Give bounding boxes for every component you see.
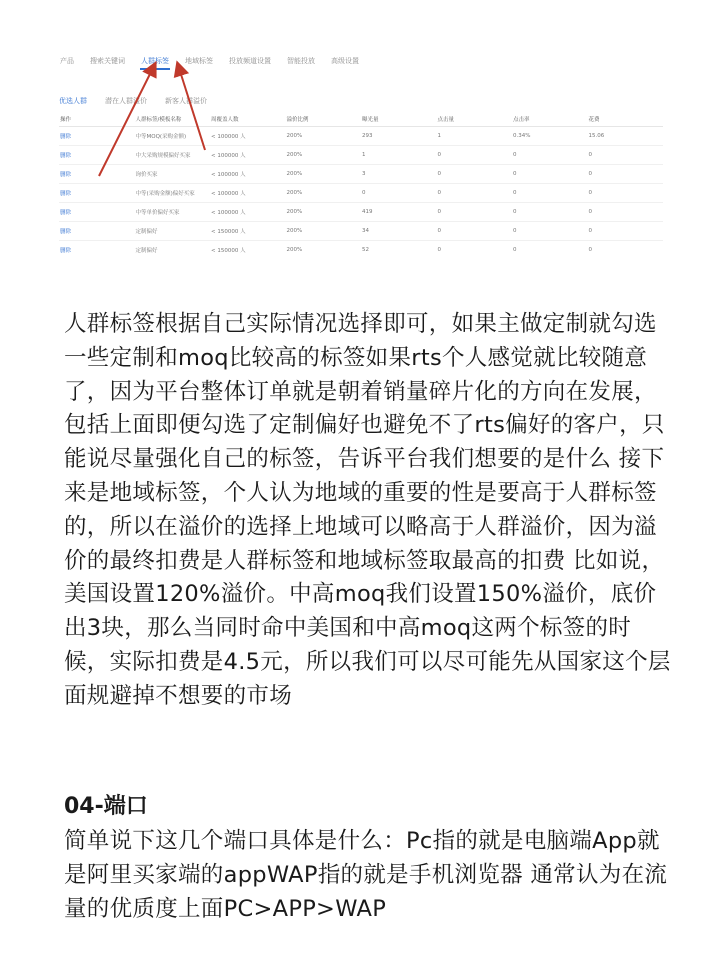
table-cell: 中等MOQ(采购金额) xyxy=(135,127,211,146)
table-cell: 200% xyxy=(286,203,362,222)
tab-2[interactable]: 人群标签 xyxy=(140,56,170,70)
subtab-2[interactable]: 新客人群溢价 xyxy=(165,97,207,105)
table-cell: 0 xyxy=(588,165,664,184)
tab-1[interactable]: 搜索关键词 xyxy=(90,57,125,65)
table-cell: 200% xyxy=(286,184,362,203)
table-cell: 0 xyxy=(588,241,664,257)
table-cell: 定制偏好 xyxy=(135,222,211,241)
table-cell: < 100000 人 xyxy=(210,184,286,203)
delete-link[interactable]: 删除 xyxy=(59,127,135,146)
table-cell: 中等(采购金额)偏好买家 xyxy=(135,184,211,203)
table-cell: 0 xyxy=(437,241,513,257)
table-cell: 200% xyxy=(286,146,362,165)
table-cell: 中大采购规模偏好买家 xyxy=(135,146,211,165)
table-cell: 0 xyxy=(512,184,588,203)
table-cell: 200% xyxy=(286,165,362,184)
table-cell: 3 xyxy=(361,165,437,184)
table-cell: 1 xyxy=(361,146,437,165)
table-cell: < 150000 人 xyxy=(210,241,286,257)
table-cell: 52 xyxy=(361,241,437,257)
section-ports xyxy=(64,790,674,926)
table-cell: 0 xyxy=(437,203,513,222)
column-header: 花费 xyxy=(588,112,664,127)
subtab-0[interactable]: 优选人群 xyxy=(59,97,87,105)
column-header: 点击率 xyxy=(512,112,588,127)
article-paragraph: 人群标签根据自己实际情况选择即可，如果主做定制就勾选一些定制和moq比较高的标签如果rts个人感觉就比较随意了，因为平台整体订单就是朝着销量碎片化的方向在发展，包括上面即便勾选了定制偏好也避免不了rts偏好的客户，只能说尽量强化自己的标签，告诉平台我们想要的是什么 接下来是地域标签，个人认为地域的重要的性是要高于人群标签的，所以在溢价的选择上地域可以略高于人群溢价，因为溢价的最终扣费是人群标签和地域标签取最高的扣费 比如说，美国设置120%溢价。中高moq我们设置150%溢价，底价出3块，那么当同时命中美国和中高moq这两个标签的时候，实际扣费是4.5元，所以我们可以尽可能先从国家这个层面规避掉不想要的市场 xyxy=(64,311,671,709)
table-cell: 0 xyxy=(588,222,664,241)
table-cell: 419 xyxy=(361,203,437,222)
table-cell: 0 xyxy=(361,184,437,203)
table-cell: < 100000 人 xyxy=(210,127,286,146)
tab-6[interactable]: 高级设置 xyxy=(331,57,359,65)
delete-link[interactable]: 删除 xyxy=(59,165,135,184)
column-header: 点击量 xyxy=(437,112,513,127)
delete-link[interactable]: 删除 xyxy=(59,146,135,165)
table-cell: 中等单价偏好买家 xyxy=(135,203,211,222)
table-cell: 定制偏好 xyxy=(135,241,211,257)
delete-link[interactable]: 删除 xyxy=(59,184,135,203)
tab-5[interactable]: 智能投放 xyxy=(287,57,315,65)
table-cell: < 100000 人 xyxy=(210,146,286,165)
table-cell: 0 xyxy=(588,203,664,222)
table-cell: 0 xyxy=(588,184,664,203)
tab-3[interactable]: 地域标签 xyxy=(185,57,213,65)
table-cell: < 100000 人 xyxy=(210,165,286,184)
table-cell: 0 xyxy=(512,241,588,257)
table-cell: 0 xyxy=(512,146,588,165)
column-header: 溢价比例 xyxy=(286,112,362,127)
table-cell: 0 xyxy=(437,165,513,184)
table-cell: 0 xyxy=(437,146,513,165)
table-cell: 0 xyxy=(437,184,513,203)
table-cell: 1 xyxy=(437,127,513,146)
section-title: 04-端口 xyxy=(64,794,148,819)
table-cell: < 100000 人 xyxy=(210,203,286,222)
table-cell: 200% xyxy=(286,222,362,241)
tab-4[interactable]: 投放频道设置 xyxy=(229,57,271,65)
table-cell: 0 xyxy=(437,222,513,241)
table-cell: 293 xyxy=(361,127,437,146)
table-cell: 0.34% xyxy=(512,127,588,146)
delete-link[interactable]: 删除 xyxy=(59,222,135,241)
table-cell: 0 xyxy=(512,165,588,184)
table-cell: 34 xyxy=(361,222,437,241)
campaign-settings-screenshot xyxy=(55,48,675,256)
delete-link[interactable]: 删除 xyxy=(59,241,135,257)
column-header: 曝光量 xyxy=(361,112,437,127)
table-cell: 0 xyxy=(512,203,588,222)
table-cell: < 150000 人 xyxy=(210,222,286,241)
column-header: 周覆盖人数 xyxy=(210,112,286,127)
table-cell: 200% xyxy=(286,241,362,257)
section-body: 简单说下这几个端口具体是什么：Pc指的就是电脑端App就是阿里买家端的appWAP指的就是手机浏览器 通常认为在流量的优质度上面PC>APP>WAP xyxy=(64,828,668,922)
annotation-arrows xyxy=(55,48,675,256)
column-header: 人群标签/模板名称 xyxy=(135,112,211,127)
table-cell: 200% xyxy=(286,127,362,146)
subtab-1[interactable]: 潜在人群溢价 xyxy=(105,97,147,105)
delete-link[interactable]: 删除 xyxy=(59,203,135,222)
tab-0[interactable]: 产品 xyxy=(60,57,74,65)
table-cell: 0 xyxy=(512,222,588,241)
table-cell: 0 xyxy=(588,146,664,165)
table-cell: 15.06 xyxy=(588,127,664,146)
arrow-to-crowd-tab xyxy=(99,68,153,176)
table-cell: 询价买家 xyxy=(135,165,211,184)
column-header: 操作 xyxy=(59,112,135,127)
arrow-to-region-tab xyxy=(179,68,205,150)
